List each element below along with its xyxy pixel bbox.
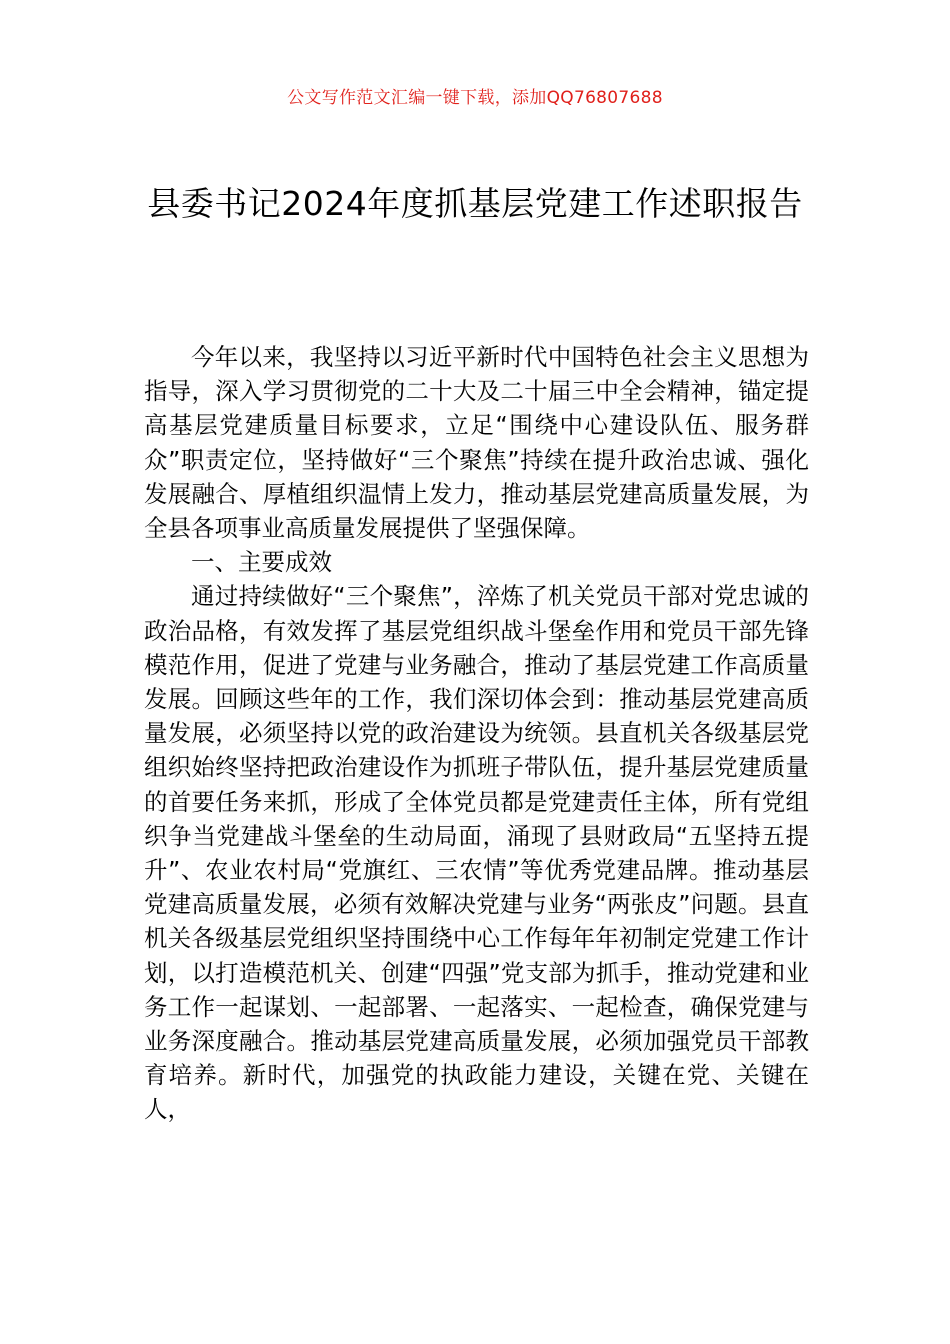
document-body xyxy=(144,340,809,1127)
download-watermark: 公文写作范文汇编一键下载，添加QQ76807688 xyxy=(287,88,663,108)
results-paragraph: 通过持续做好“三个聚焦”，淬炼了机关党员干部对党忠诚的政治品格，有效发挥了基层党组织战斗堡垒作用和党员干部先锋模范作用，促进了党建与业务融合，推动了基层党建工作高质量发展。回顾这些年的工作，我们深切体会到：推动基层党建高质量发展，必须坚持以党的政治建设为统领。县直机关各级基层党组织始终坚持把政治建设作为抓班子带队伍，提升基层党建质量的首要任务来抓，形成了全体党员都是党建责任主体，所有党组织争当党建战斗堡垒的生动局面，涌现了县财政局“五坚持五提升”、农业农村局“党旗红、三农情”等优秀党建品牌。推动基层党建高质量发展，必须有效解决党建与业务“两张皮”问题。县直机关各级基层党组织坚持围绕中心工作每年年初制定党建工作计划，以打造模范机关、创建“四强”党支部为抓手，推动党建和业务工作一起谋划、一起部署、一起落实、一起检查，确保党建与业务深度融合。推动基层党建高质量发展，必须加强党员干部教育培养。新时代，加强党的执政能力建设，关键在党、关键在人， xyxy=(144,582,809,1124)
document-title: 县委书记2024年度抓基层党建工作述职报告 xyxy=(147,184,803,223)
section-heading-main-results: 一、主要成效 xyxy=(191,548,332,577)
intro-paragraph: 今年以来，我坚持以习近平新时代中国特色社会主义思想为指导，深入学习贯彻党的二十大及二十届三中全会精神，锚定提高基层党建质量目标要求，立足“围绕中心建设队伍、服务群众”职责定位，坚持做好“三个聚焦”持续在提升政治忠诚、强化发展融合、厚植组织温情上发力，推动基层党建高质量发展，为全县各项事业高质量发展提供了坚强保障。 xyxy=(144,343,809,543)
